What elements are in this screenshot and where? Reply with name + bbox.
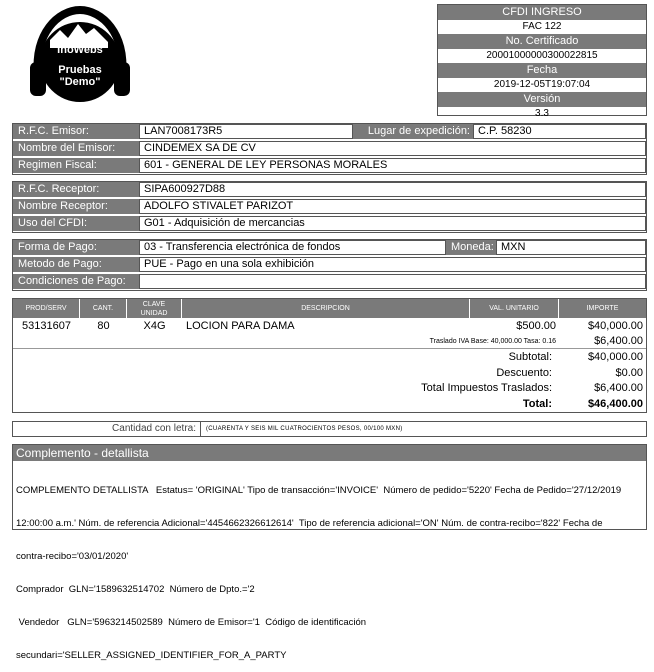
complemento-line: 12:00:00 a.m.' Núm. de referencia Adicional='4454662326612614' Tipo de referencia adicional='ON' Núm. de contra-recibo='822' Fecha de [16, 518, 603, 529]
cantidad-letra-value: (CUARENTA Y SEIS MIL CUATROCIENTOS PESOS, 00/100 MXN) [206, 426, 403, 432]
row-descripcion: LOCION PARA DAMA [186, 320, 295, 332]
version-label: Versión [438, 92, 646, 107]
cantidad-letra-label: Cantidad con letra: [13, 422, 201, 436]
complemento-body [16, 463, 644, 672]
version-value: 3.3 [535, 108, 549, 119]
condiciones-pago-label: Condiciones de Pago: [13, 274, 139, 289]
condiciones-pago-value [139, 274, 646, 289]
company-logo [28, 4, 132, 108]
uso-cfdi-value: G01 - Adquisición de mercancias [139, 216, 646, 231]
logo-brand: InoWebs [57, 44, 103, 56]
fecha-value: 2019-12-05T19:07:04 [493, 79, 591, 90]
descuento-value: $0.00 [615, 367, 643, 379]
regimen-fiscal-value: 601 - GENERAL DE LEY PERSONAS MORALES [139, 158, 646, 173]
complemento-line: Comprador GLN='1589632514702 Número de Dpto.='2 [16, 584, 255, 595]
lugar-expedicion-value: C.P. 58230 [473, 124, 646, 139]
headphones-logo-graphic [28, 4, 132, 108]
header-unidad: UNIDAD [140, 310, 168, 317]
total-value: $46,400.00 [587, 398, 643, 410]
regimen-fiscal-label: Regimen Fiscal: [13, 158, 139, 173]
header-descripcion: DESCRIPCION [182, 299, 470, 318]
nombre-emisor-label: Nombre del Emisor: [13, 141, 139, 156]
subtotal-label: Subtotal: [508, 351, 552, 363]
certificado-value: 20001000000300022815 [486, 50, 598, 61]
header-cant: CANT. [80, 299, 127, 318]
subtotal-value: $40,000.00 [587, 351, 643, 363]
nombre-receptor-label: Nombre Receptor: [13, 199, 139, 214]
lugar-expedicion-label: Lugar de expedición: [353, 124, 473, 139]
row-traslado-importe: $6,400.00 [594, 335, 643, 347]
certificado-label: No. Certificado [438, 34, 646, 49]
descuento-label: Descuento: [496, 367, 552, 379]
row-importe: $40,000.00 [587, 320, 643, 332]
row-divider [13, 348, 646, 349]
row-unidad: X4G [143, 320, 166, 332]
fecha-label: Fecha [438, 63, 646, 78]
row-prodserv: 53131607 [22, 320, 71, 332]
header-importe: IMPORTE [586, 305, 619, 312]
cfdi-header-box [437, 4, 647, 119]
complemento-line: secundari='SELLER_ASSIGNED_IDENTIFIER_FOR_A_PARTY [16, 650, 287, 661]
rfc-emisor-value: LAN7008173R5 [139, 124, 353, 139]
cfdi-folio: FAC 122 [522, 21, 562, 32]
total-label: Total: [522, 398, 552, 410]
metodo-pago-value: PUE - Pago en una sola exhibición [139, 257, 646, 272]
cfdi-title: CFDI INGRESO [438, 5, 646, 20]
logo-line2: "Demo" [59, 76, 101, 88]
row-traslado-text: Traslado IVA Base: 40,000.00 Tasa: 0.16 [429, 338, 556, 345]
moneda-label: Moneda: [446, 240, 496, 255]
header-val-unitario: VAL. UNITARIO [470, 299, 559, 318]
header-clave-unidad [127, 299, 182, 318]
header-clave: CLAVE [142, 301, 166, 308]
forma-pago-label: Forma de Pago: [13, 240, 139, 255]
nombre-emisor-value: CINDEMEX SA DE CV [139, 141, 646, 156]
complemento-title: Complemento - detallista [13, 445, 646, 461]
complemento-line: contra-recibo='03/01/2020' [16, 551, 129, 562]
rfc-receptor-label: R.F.C. Receptor: [13, 182, 139, 197]
complemento-line: COMPLEMENTO DETALLISTA Estatus= 'ORIGINAL' Tipo de transacción='INVOICE' Número de pedido='5220' Fecha de Pedido='27/12/2019 [16, 485, 622, 496]
complemento-line: Vendedor GLN='5963214502589 Número de Emisor='1 Código de identificación [16, 617, 367, 628]
forma-pago-value: 03 - Transferencia electrónica de fondos [139, 240, 446, 255]
moneda-value: MXN [496, 240, 646, 255]
traslados-label: Total Impuestos Traslados: [421, 382, 552, 394]
metodo-pago-label: Metodo de Pago: [13, 257, 139, 272]
header-prodserv: PROD/SERV [13, 299, 80, 318]
nombre-receptor-value: ADOLFO STIVALET PARIZOT [139, 199, 646, 214]
row-unitario: $500.00 [516, 320, 556, 332]
uso-cfdi-label: Uso del CFDI: [13, 216, 139, 231]
logo-line1: Pruebas [58, 64, 102, 76]
rfc-emisor-label: R.F.C. Emisor: [13, 124, 139, 139]
traslados-value: $6,400.00 [594, 382, 643, 394]
rfc-receptor-value: SIPA600927D88 [139, 182, 646, 197]
row-cant: 80 [97, 320, 110, 332]
